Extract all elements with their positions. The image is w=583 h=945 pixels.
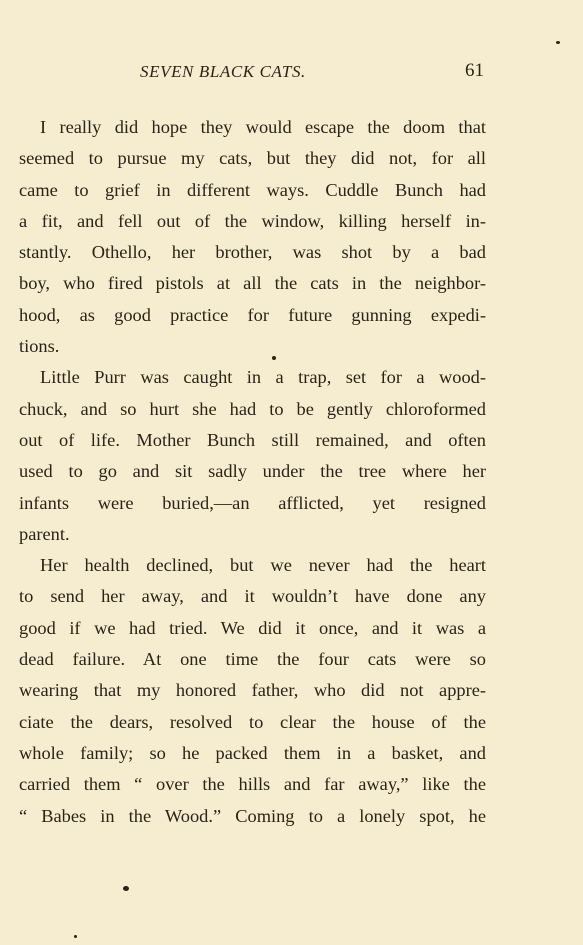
text-line: out of life. Mother Bunch still remained, and often [19, 429, 486, 450]
text-line: a fit, and fell out of the window, killing herself in- [19, 210, 486, 231]
page-number: 61 [465, 60, 484, 81]
ink-speck [123, 886, 129, 891]
body-text [19, 112, 486, 832]
text-line: tions. [19, 336, 60, 357]
text-line: Her health declined, but we never had the heart [40, 555, 486, 576]
text-line: stantly. Othello, her brother, was shot by a bad [19, 242, 486, 263]
text-line: carried them “ over the hills and far away,” like the [19, 774, 486, 795]
text-line: parent. [19, 523, 70, 544]
running-head [0, 60, 583, 90]
text-line: good if we had tried. We did it once, and it was a [19, 617, 486, 638]
text-line: came to grief in different ways. Cuddle Bunch had [19, 179, 486, 200]
ink-speck [272, 356, 276, 360]
text-line: I really did hope they would escape the doom that [40, 117, 486, 137]
text-line: hood, as good practice for future gunning expedi- [19, 304, 486, 325]
text-line: seemed to pursue my cats, but they did not, for all [19, 148, 486, 169]
text-line: whole family; so he packed them in a basket, and [19, 742, 486, 763]
ink-speck [556, 41, 560, 44]
text-line: to send her away, and it wouldn’t have done any [19, 586, 486, 607]
ink-speck [74, 935, 77, 938]
running-title: SEVEN BLACK CATS. [140, 62, 306, 81]
text-line: ciate the dears, resolved to clear the house of the [19, 711, 486, 732]
text-line: boy, who fired pistols at all the cats in the neighbor- [19, 273, 486, 294]
text-line: chuck, and so hurt she had to be gently chloroformed [19, 398, 486, 419]
text-line: “ Babes in the Wood.” Coming to a lonely spot, he [19, 805, 486, 826]
text-line: used to go and sit sadly under the tree where her [19, 461, 486, 482]
text-line: infants were buried,—an afflicted, yet resigned [19, 492, 486, 513]
text-line: Little Purr was caught in a trap, set for a wood- [40, 367, 486, 388]
text-line: wearing that my honored father, who did not appre- [19, 680, 486, 701]
text-line: dead failure. At one time the four cats were so [19, 649, 486, 670]
